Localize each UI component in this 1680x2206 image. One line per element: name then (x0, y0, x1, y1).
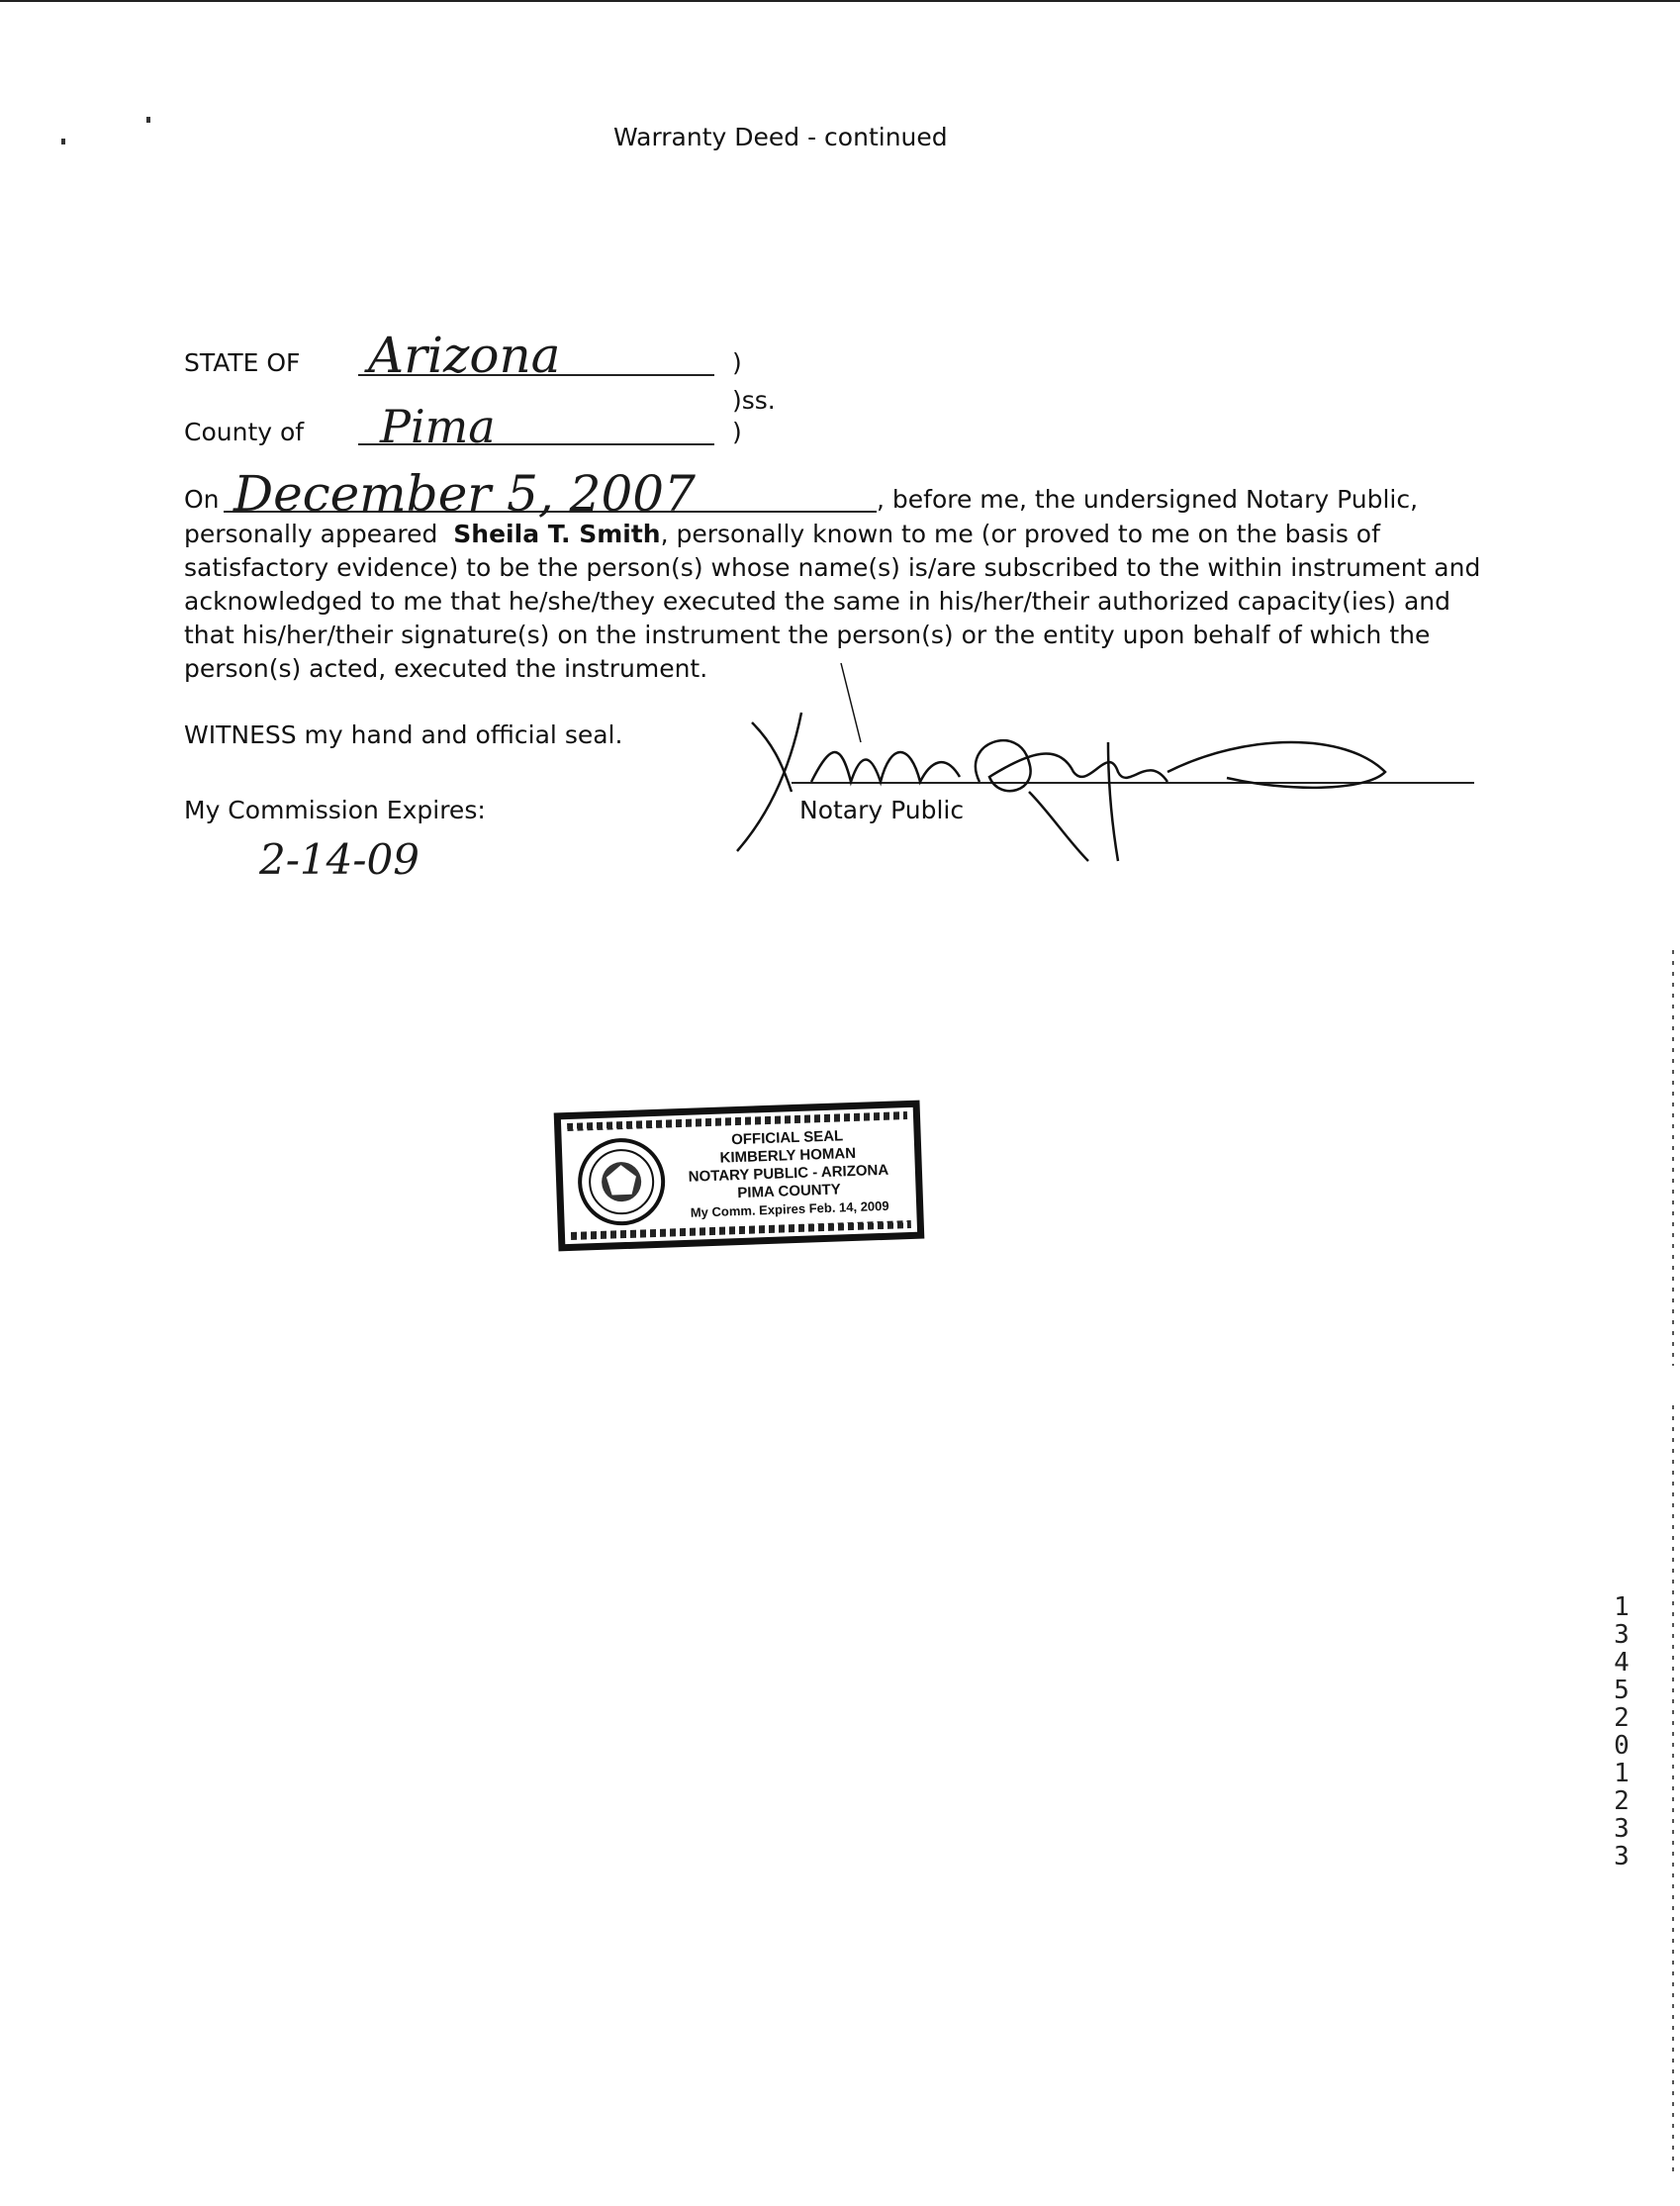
state-handwritten: Arizona (368, 327, 561, 384)
seal-expiration: My Comm. Expires Feb. 14, 2009 (690, 1198, 889, 1220)
seal-jurisdiction: NOTARY PUBLIC - ARIZONA (688, 1161, 889, 1186)
recording-number: 13452 01233 (1614, 1592, 1630, 1871)
arizona-seal-emblem-icon (576, 1136, 668, 1228)
seal-county: PIMA COUNTY (737, 1181, 842, 1202)
state-label: STATE OF (184, 348, 301, 377)
ack-line-5: that his/her/their signature(s) on the instrument the person(s) or the entity upon behalf of which the (184, 621, 1431, 649)
ack-line-6: person(s) acted, executed the instrument. (184, 654, 708, 683)
commission-label: My Commission Expires: (184, 796, 486, 824)
signer-name: Sheila T. Smith (453, 520, 661, 548)
date-handwritten: December 5, 2007 (233, 465, 696, 523)
county-label: County of (184, 418, 305, 446)
witness-text: WITNESS my hand and official seal. (184, 720, 623, 749)
on-label: On (184, 485, 220, 514)
ack-line-2-post: , personally known to me (or proved to me on the basis of (660, 520, 1380, 548)
ack-line-3: satisfactory evidence) to be the person(s) whose name(s) is/are subscribed to the within instrument and (184, 553, 1481, 582)
ss-label: )ss. (732, 386, 776, 415)
scan-top-edge (0, 0, 1680, 2)
ack-line-4: acknowledged to me that he/she/they executed the same in his/her/their authorized capacity(ies) and (184, 587, 1450, 616)
county-handwritten: Pima (380, 400, 496, 453)
ack-line-1: , before me, the undersigned Notary Public, (877, 485, 1419, 514)
ack-line-2 (184, 522, 1380, 546)
scan-mark (61, 139, 65, 144)
page-title: Warranty Deed - continued (613, 123, 948, 151)
seal-notary-name: KIMBERLY HOMAN (719, 1144, 857, 1167)
seal-title: OFFICIAL SEAL (730, 1127, 844, 1149)
county-paren: ) (732, 418, 742, 446)
state-paren: ) (732, 348, 742, 377)
notary-signature (732, 683, 1425, 861)
commission-date-handwritten: 2-14-09 (259, 835, 420, 884)
ack-line-2-pre: personally appeared (184, 520, 438, 548)
notary-label: Notary Public (799, 796, 965, 824)
scan-mark (146, 117, 150, 123)
scan-edge-artifact (1672, 950, 1674, 1366)
official-seal-stamp (554, 1101, 925, 1252)
scan-edge-artifact (1672, 1405, 1674, 2177)
